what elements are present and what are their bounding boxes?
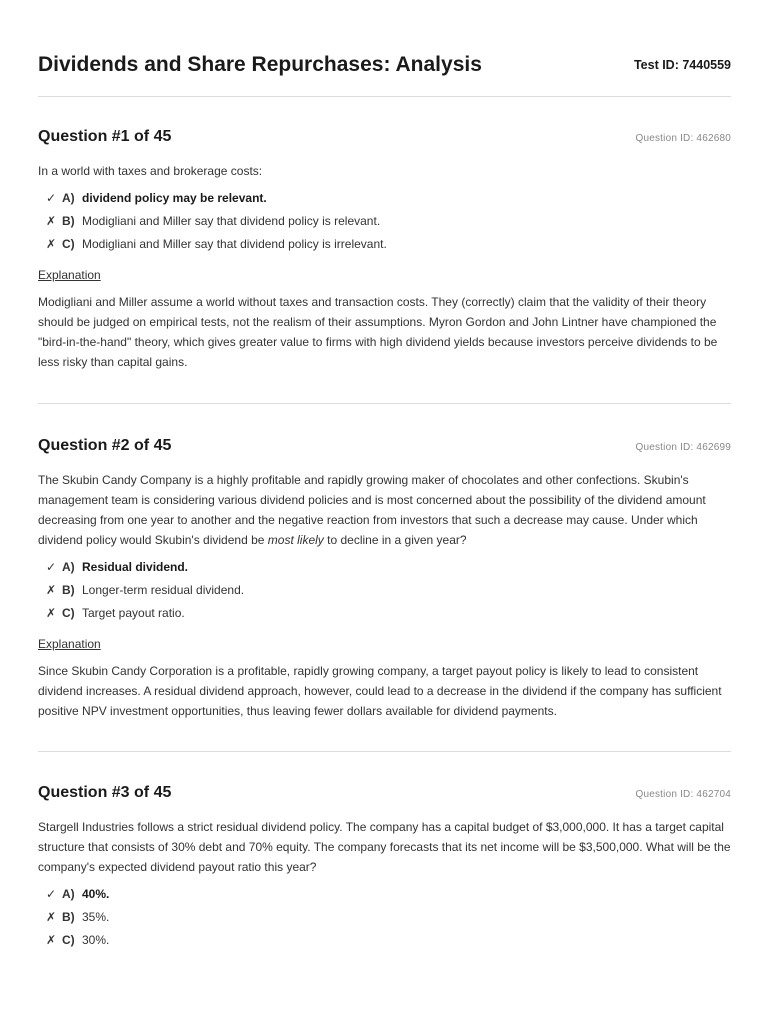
question-title: Question #1 of 45	[38, 128, 172, 145]
choice-c[interactable]	[38, 233, 731, 256]
question-text: In a world with taxes and brokerage costs:	[38, 164, 263, 178]
question-text	[38, 470, 731, 550]
choice-letter: B)	[62, 214, 75, 228]
choice-text: Longer-term residual dividend.	[82, 583, 245, 597]
question-2	[38, 437, 731, 721]
cross-icon: ✗	[46, 583, 57, 597]
question-3	[38, 784, 731, 952]
question-header	[38, 128, 731, 152]
choice-text: 40%.	[82, 887, 110, 901]
choice-letter: B)	[62, 910, 75, 924]
question-title: Question #2 of 45	[38, 437, 172, 454]
question-id: Question ID: 462699	[635, 442, 731, 453]
question-id: Question ID: 462704	[635, 789, 731, 800]
choice-letter: C)	[62, 933, 75, 947]
choice-b[interactable]	[38, 210, 731, 233]
document-header	[38, 52, 731, 97]
choice-a[interactable]	[38, 556, 731, 579]
choice-c[interactable]	[38, 602, 731, 625]
question-divider	[38, 403, 731, 404]
choice-text: Modigliani and Miller say that dividend policy is relevant.	[82, 214, 381, 228]
choice-letter: C)	[62, 606, 75, 620]
question-header	[38, 784, 731, 808]
cross-icon: ✗	[46, 910, 57, 924]
choice-letter: A)	[62, 191, 75, 205]
question-text: Stargell Industries follows a strict residual dividend policy. The company has a capital budget of $3,000,000. It has a target capital structure that consists of 30% debt and 70% equity. The company forecasts that its net income will be $3,500,000. What will be the company's expected dividend payout ratio this year?	[38, 820, 731, 874]
question-1	[38, 128, 731, 372]
explanation-text: Since Skubin Candy Corporation is a profitable, rapidly growing company, a target payout policy is likely to lead to consistent dividend increases. A residual dividend approach, however, could lead to a decrease in the dividend if the company has sufficient positive NPV investment opportunities, thus leaving fewer dollars available for dividend payments.	[38, 664, 722, 718]
choice-letter: C)	[62, 237, 75, 251]
answer-choices	[38, 187, 731, 256]
choice-b[interactable]	[38, 906, 731, 929]
question-text-emphasis: most likely	[267, 533, 324, 547]
choice-text: dividend policy may be relevant.	[82, 191, 267, 205]
choice-text: 35%.	[82, 910, 110, 924]
cross-icon: ✗	[46, 606, 57, 620]
explanation-text: Modigliani and Miller assume a world without taxes and transaction costs. They (correctly) claim that the validity of their theory should be judged on empirical tests, not the realism of their assumptions. Myron Gordon and John Lintner have championed the "bird-in-the-hand" theory, which gives greater value to firms with high dividend yields because investors perceive dividends to be less risky than capital gains.	[38, 295, 718, 369]
document-title: Dividends and Share Repurchases: Analysis	[38, 53, 482, 76]
choice-c[interactable]	[38, 929, 731, 952]
check-icon: ✓	[46, 191, 57, 205]
choice-a[interactable]	[38, 883, 731, 906]
test-id: Test ID: 7440559	[633, 58, 731, 72]
cross-icon: ✗	[46, 237, 57, 251]
question-id: Question ID: 462680	[635, 133, 731, 144]
choice-letter: B)	[62, 583, 75, 597]
question-text-part: to decline in a given year?	[323, 533, 467, 547]
question-title: Question #3 of 45	[38, 784, 172, 801]
choice-text: Residual dividend.	[82, 560, 189, 574]
choice-b[interactable]	[38, 579, 731, 602]
check-icon: ✓	[46, 887, 57, 901]
question-text-part: The Skubin Candy Company is a highly profitable and rapidly growing maker of chocolates and other confections. Skubin's management team is considering various dividend policies and is most concerned about the possibility of the dividend amount decreasing from one year to another and the negative reaction from investors that such a decrease may cause. Under which dividend policy would Skubin's dividend be	[38, 473, 706, 547]
answer-choices	[38, 556, 731, 625]
cross-icon: ✗	[46, 214, 57, 228]
explanation-label: Explanation	[38, 637, 101, 651]
choice-text: Modigliani and Miller say that dividend policy is irrelevant.	[82, 237, 387, 251]
question-divider	[38, 751, 731, 752]
question-header	[38, 437, 731, 461]
choice-letter: A)	[62, 560, 75, 574]
explanation-label: Explanation	[38, 268, 101, 282]
choice-text: Target payout ratio.	[82, 606, 185, 620]
answer-choices	[38, 883, 731, 952]
choice-a[interactable]	[38, 187, 731, 210]
choice-text: 30%.	[82, 933, 110, 947]
check-icon: ✓	[46, 560, 57, 574]
cross-icon: ✗	[46, 933, 57, 947]
choice-letter: A)	[62, 887, 75, 901]
